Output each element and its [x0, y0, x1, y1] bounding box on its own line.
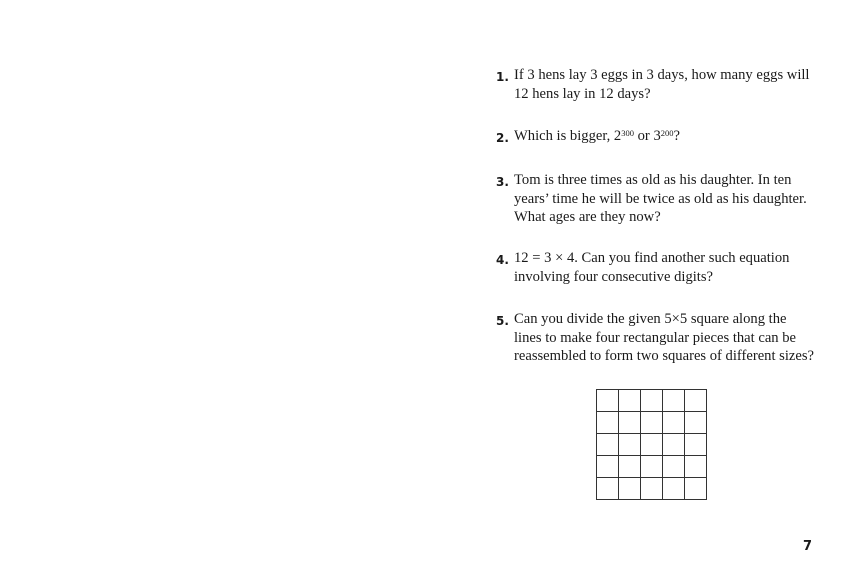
five-by-five-grid [596, 389, 707, 500]
grid-cell [663, 412, 685, 434]
grid-cell [685, 412, 707, 434]
grid-cell [597, 456, 619, 478]
problem-number: 4. [496, 253, 509, 267]
grid-cell [641, 456, 663, 478]
grid-cell [663, 390, 685, 412]
page-number: 7 [803, 539, 813, 554]
grid-cell [663, 456, 685, 478]
grid-cell [597, 390, 619, 412]
grid-cell [641, 390, 663, 412]
problem-line: Tom is three times as old as his daughter. In ten [514, 172, 792, 188]
problem-line: lines to make four rectangular pieces that can be [514, 329, 797, 346]
problem-line: years’ time he will be twice as old as his daughter. [514, 190, 807, 207]
problem-number: 3. [496, 175, 509, 189]
grid-cell [597, 412, 619, 434]
problem-text [514, 249, 836, 286]
exponent-200: 200 [660, 128, 674, 139]
problem-line: If 3 hens lay 3 eggs in 3 days, how many eggs will [514, 67, 810, 83]
grid-cell [597, 434, 619, 456]
grid-cell [685, 434, 707, 456]
problem-text [514, 127, 836, 146]
grid-cell [641, 434, 663, 456]
problem-text [514, 171, 836, 227]
problem-text [514, 66, 836, 103]
grid-cell [663, 434, 685, 456]
problem-line: 12 hens lay in 12 days? [514, 85, 651, 102]
text-after: ? [673, 128, 680, 144]
problem-line: 12 = 3 × 4. Can you find another such equation [514, 250, 790, 266]
text-middle: or 3 [633, 128, 661, 144]
grid-cell [597, 478, 619, 500]
problem-line [514, 127, 836, 146]
grid-cell [685, 478, 707, 500]
problem-line: What ages are they now? [514, 209, 661, 225]
grid-cell [685, 456, 707, 478]
problem-line: reassembled to form two squares of different sizes? [514, 348, 815, 364]
problem-line: Can you divide the given 5×5 square along the [514, 311, 787, 327]
grid-cell [619, 390, 641, 412]
problem-text [514, 310, 836, 366]
grid-cell [663, 478, 685, 500]
text-before: Which is bigger, 2 [514, 128, 622, 144]
grid-cell [619, 478, 641, 500]
grid-cell [641, 412, 663, 434]
grid-cell [619, 412, 641, 434]
grid-cell [685, 390, 707, 412]
exponent-300: 300 [621, 128, 634, 139]
grid-cell [641, 478, 663, 500]
problem-number: 5. [496, 314, 509, 328]
problem-number: 2. [496, 131, 509, 145]
grid-cell [619, 456, 641, 478]
problem-line: involving four consecutive digits? [514, 268, 714, 285]
grid-cell [619, 434, 641, 456]
problem-number: 1. [496, 70, 509, 84]
